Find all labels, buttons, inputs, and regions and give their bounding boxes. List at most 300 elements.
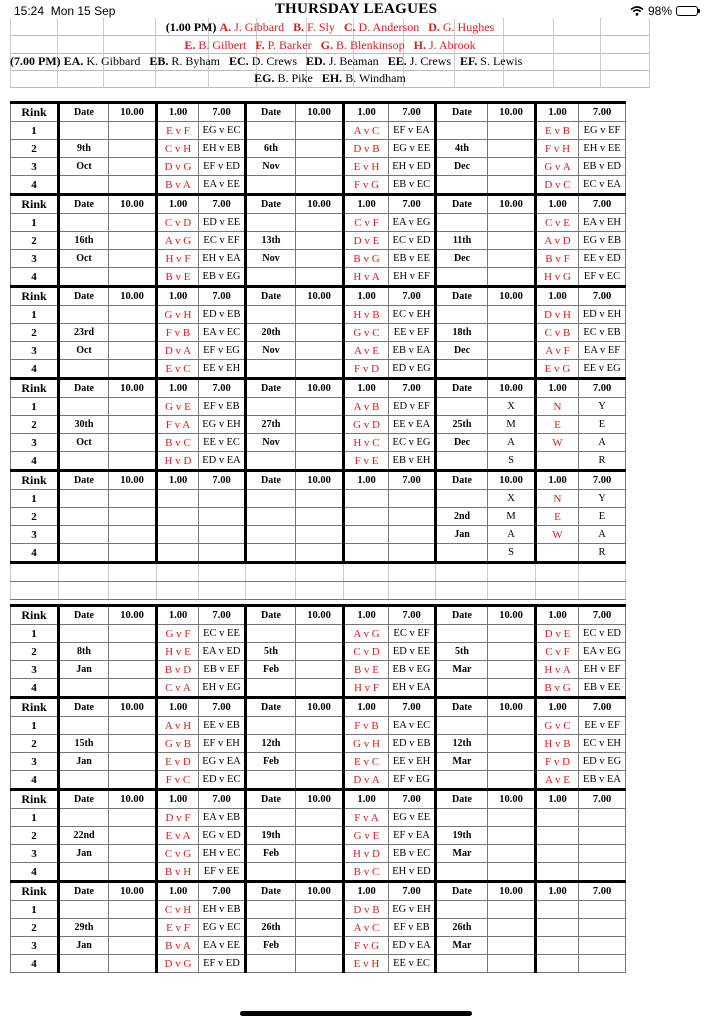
- time-header-1: 1.00: [536, 287, 579, 306]
- slot-1-pm-match: E v B: [536, 122, 579, 140]
- block-header-row: [11, 790, 626, 809]
- slot-1-pm-match: B v G: [344, 250, 389, 268]
- table-row: [11, 158, 626, 176]
- slot-10: [109, 214, 157, 232]
- time-header-7: 7.00: [579, 471, 626, 490]
- date-cell: Dec: [436, 250, 488, 268]
- slot-7-pm-match: EG v EE: [389, 140, 436, 158]
- slot-7-pm-match: Y: [579, 398, 626, 416]
- slot-7-pm-match: EF v EG: [389, 771, 436, 790]
- home-indicator[interactable]: [240, 1011, 472, 1016]
- slot-1-pm-match: C v B: [536, 324, 579, 342]
- date-cell: 23rd: [59, 324, 109, 342]
- slot-10: [296, 845, 344, 863]
- slot-7-pm-match: EF v EH: [199, 735, 246, 753]
- slot-1-pm-match: N: [536, 398, 579, 416]
- time-header-10: 10.00: [109, 103, 157, 122]
- slot-7-pm-match: EE v EF: [579, 717, 626, 735]
- date-cell: [59, 544, 109, 563]
- spacer-row: [11, 563, 626, 582]
- slot-7-pm-match: EB v EA: [389, 342, 436, 360]
- time-header-7: 7.00: [389, 195, 436, 214]
- table-row: [11, 232, 626, 250]
- table-row: [11, 398, 626, 416]
- slot-7-pm-match: EE v EC: [199, 434, 246, 452]
- date-header: Date: [246, 103, 296, 122]
- slot-7-pm-match: [199, 544, 246, 563]
- slot-1-pm-match: G v C: [536, 717, 579, 735]
- slot-1-pm-match: D v A: [344, 771, 389, 790]
- date-cell: 11th: [436, 232, 488, 250]
- legend-code: ED.: [306, 54, 326, 68]
- slot-7-pm-match: EC v EE: [199, 625, 246, 643]
- date-cell: [436, 306, 488, 324]
- slot-10: [488, 122, 536, 140]
- date-header: Date: [246, 379, 296, 398]
- time-header-1: 1.00: [536, 698, 579, 717]
- slot-10: [296, 232, 344, 250]
- rink-number: 3: [11, 434, 59, 452]
- legend-code: EC.: [229, 54, 249, 68]
- slot-7-pm-match: [579, 955, 626, 973]
- slot-7-pm-match: R: [579, 544, 626, 563]
- slot-7-pm-match: EH v EG: [199, 679, 246, 698]
- date-cell: 6th: [246, 140, 296, 158]
- slot-10: [488, 342, 536, 360]
- time-header-7: 7.00: [199, 606, 246, 625]
- date-header: Date: [246, 606, 296, 625]
- date-cell: 15th: [59, 735, 109, 753]
- slot-10: [109, 717, 157, 735]
- battery-percent: 98%: [647, 4, 672, 18]
- legend-pm7-row2: [10, 70, 650, 86]
- slot-7-pm-match: EA v EE: [199, 176, 246, 195]
- spacer-cell: [109, 563, 157, 582]
- date-cell: 22nd: [59, 827, 109, 845]
- time-header-10: 10.00: [296, 606, 344, 625]
- rink-number: 4: [11, 268, 59, 287]
- slot-10: [109, 937, 157, 955]
- slot-1-pm-match: G v E: [157, 398, 199, 416]
- slot-10: [296, 434, 344, 452]
- spacer-cell: [488, 582, 536, 600]
- legend-player: F. Sly: [307, 20, 335, 34]
- spacer-cell: [11, 563, 59, 582]
- slot-1-pm-match: C v H: [157, 901, 199, 919]
- slot-10: [296, 625, 344, 643]
- slot-10: [296, 122, 344, 140]
- date-cell: [246, 176, 296, 195]
- slot-7-pm-match: EA v EG: [579, 643, 626, 661]
- slot-1-pm-match: A v B: [344, 398, 389, 416]
- time-header-1: 1.00: [157, 882, 199, 901]
- time-header-1: 1.00: [536, 882, 579, 901]
- slot-1-pm-match: F v G: [344, 937, 389, 955]
- rink-number: 1: [11, 122, 59, 140]
- slot-7-pm-match: [199, 490, 246, 508]
- slot-7-pm-match: ED v EB: [389, 735, 436, 753]
- date-cell: 8th: [59, 643, 109, 661]
- slot-7-pm-match: EG v EH: [199, 416, 246, 434]
- slot-10: [488, 717, 536, 735]
- time-header-10: 10.00: [296, 287, 344, 306]
- legend-code: EG.: [254, 71, 275, 85]
- date-cell: [246, 544, 296, 563]
- slot-10: S: [488, 452, 536, 471]
- slot-1-pm-match: F v H: [536, 140, 579, 158]
- date-cell: [246, 717, 296, 735]
- slot-10: [296, 901, 344, 919]
- date-header: Date: [59, 882, 109, 901]
- legend-player: B. Blenkinsop: [335, 38, 405, 52]
- date-cell: Nov: [246, 250, 296, 268]
- slot-10: [109, 827, 157, 845]
- table-row: [11, 827, 626, 845]
- slot-1-pm-match: B v A: [157, 937, 199, 955]
- slot-1-pm-match: D v E: [344, 232, 389, 250]
- date-cell: [246, 268, 296, 287]
- slot-10: X: [488, 398, 536, 416]
- time-header-10: 10.00: [296, 379, 344, 398]
- slot-1-pm-match: B v G: [536, 679, 579, 698]
- slot-1-pm-match: E v F: [157, 122, 199, 140]
- slot-1-pm-match: A v G: [157, 232, 199, 250]
- time-header-7: 7.00: [579, 103, 626, 122]
- slot-7-pm-match: EA v EH: [579, 214, 626, 232]
- spacer-cell: [59, 563, 109, 582]
- time-header-1: 1.00: [536, 103, 579, 122]
- block-header-row: [11, 287, 626, 306]
- time-header-1: 1.00: [536, 790, 579, 809]
- date-cell: [59, 490, 109, 508]
- slot-1-pm-match: C v H: [157, 140, 199, 158]
- slot-7-pm-match: EB v EA: [579, 771, 626, 790]
- time-header-1: 1.00: [344, 195, 389, 214]
- date-cell: [246, 122, 296, 140]
- time-header-1: 1.00: [536, 379, 579, 398]
- time-header-1: 1.00: [157, 606, 199, 625]
- rink-number: 1: [11, 901, 59, 919]
- legend-code: H.: [413, 38, 426, 52]
- date-cell: [436, 863, 488, 882]
- date-header: Date: [246, 698, 296, 717]
- slot-10: [488, 735, 536, 753]
- slot-10: [488, 140, 536, 158]
- slot-1-pm-match: C v G: [157, 845, 199, 863]
- slot-10: [109, 508, 157, 526]
- slot-10: [296, 809, 344, 827]
- table-row: [11, 845, 626, 863]
- slot-1-pm-match: A v E: [344, 342, 389, 360]
- slot-1-pm-match: G v E: [344, 827, 389, 845]
- time-header-7: 7.00: [199, 379, 246, 398]
- slot-1-pm-match: D v H: [536, 306, 579, 324]
- slot-10: [296, 863, 344, 882]
- time-header-10: 10.00: [109, 379, 157, 398]
- legend-code: A.: [219, 20, 232, 34]
- spacer-cell: [344, 582, 389, 600]
- time-header-10: 10.00: [488, 882, 536, 901]
- slot-7-pm-match: EE v EH: [199, 360, 246, 379]
- block-header-row: [11, 103, 626, 122]
- slot-10: A: [488, 434, 536, 452]
- rink-number: 3: [11, 937, 59, 955]
- slot-1-pm-match: H v C: [344, 434, 389, 452]
- slot-1-pm-match: A v H: [157, 717, 199, 735]
- slot-10: [296, 490, 344, 508]
- slot-7-pm-match: E: [579, 416, 626, 434]
- slot-1-pm-match: D v A: [157, 342, 199, 360]
- date-cell: Feb: [246, 937, 296, 955]
- slot-1-pm-match: E v G: [536, 360, 579, 379]
- date-cell: [436, 398, 488, 416]
- slot-7-pm-match: EB v EE: [579, 679, 626, 698]
- slot-10: [109, 140, 157, 158]
- slot-1-pm-match: G v B: [157, 735, 199, 753]
- date-cell: [246, 526, 296, 544]
- slot-7-pm-match: EB v EG: [199, 268, 246, 287]
- legend-player: J. Beaman: [328, 54, 379, 68]
- slot-10: [488, 771, 536, 790]
- legend-code: EE.: [387, 54, 407, 68]
- slot-10: [296, 827, 344, 845]
- date-header: Date: [436, 790, 488, 809]
- legend-session-label: (1.00 PM): [165, 20, 217, 34]
- date-cell: 9th: [59, 140, 109, 158]
- spacer-cell: [536, 582, 579, 600]
- date-cell: [59, 771, 109, 790]
- spacer-cell: [579, 582, 626, 600]
- date-cell: [246, 452, 296, 471]
- slot-7-pm-match: EC v EF: [199, 232, 246, 250]
- slot-10: X: [488, 490, 536, 508]
- slot-10: [296, 416, 344, 434]
- slot-1-pm-match: [536, 809, 579, 827]
- slot-10: [296, 214, 344, 232]
- slot-1-pm-match: A v G: [344, 625, 389, 643]
- slot-1-pm-match: [536, 845, 579, 863]
- block-header-row: [11, 698, 626, 717]
- slot-10: [488, 679, 536, 698]
- slot-7-pm-match: EF v EA: [389, 122, 436, 140]
- slot-1-pm-match: E v A: [157, 827, 199, 845]
- slot-7-pm-match: EF v EA: [389, 827, 436, 845]
- slot-1-pm-match: [344, 526, 389, 544]
- legend-code: EF.: [460, 54, 478, 68]
- slot-7-pm-match: Y: [579, 490, 626, 508]
- table-row: [11, 771, 626, 790]
- time-header-10: 10.00: [109, 195, 157, 214]
- slot-7-pm-match: EG v ED: [199, 827, 246, 845]
- rink-number: 2: [11, 735, 59, 753]
- table-row: [11, 122, 626, 140]
- slot-1-pm-match: E: [536, 508, 579, 526]
- slot-10: [296, 735, 344, 753]
- rink-number: 1: [11, 214, 59, 232]
- slot-7-pm-match: EH v ED: [389, 158, 436, 176]
- slot-1-pm-match: D v B: [344, 901, 389, 919]
- slot-10: [296, 342, 344, 360]
- rink-number: 3: [11, 845, 59, 863]
- slot-1-pm-match: B v A: [157, 176, 199, 195]
- slot-1-pm-match: C v A: [157, 679, 199, 698]
- time-header-10: 10.00: [488, 287, 536, 306]
- rink-header: Rink: [11, 287, 59, 306]
- slot-10: [488, 809, 536, 827]
- slot-7-pm-match: [579, 809, 626, 827]
- date-header: Date: [59, 606, 109, 625]
- time-header-7: 7.00: [199, 287, 246, 306]
- slot-10: [296, 360, 344, 379]
- slot-1-pm-match: [157, 508, 199, 526]
- slot-1-pm-match: C v F: [536, 643, 579, 661]
- date-cell: [436, 176, 488, 195]
- spacer-cell: [296, 563, 344, 582]
- slot-1-pm-match: H v B: [344, 306, 389, 324]
- spacer-cell: [488, 563, 536, 582]
- slot-7-pm-match: EF v ED: [199, 955, 246, 973]
- slot-10: [109, 526, 157, 544]
- slot-10: [109, 232, 157, 250]
- slot-10: [488, 176, 536, 195]
- legend-pm7-row1: [10, 53, 650, 69]
- rink-number: 4: [11, 544, 59, 563]
- date-cell: [59, 214, 109, 232]
- date-header: Date: [436, 698, 488, 717]
- table-row: [11, 717, 626, 735]
- slot-1-pm-match: A v E: [536, 771, 579, 790]
- date-header: Date: [436, 103, 488, 122]
- spacer-cell: [157, 582, 199, 600]
- slot-1-pm-match: G v F: [157, 625, 199, 643]
- block-header-row: [11, 606, 626, 625]
- date-cell: [59, 955, 109, 973]
- date-cell: 26th: [436, 919, 488, 937]
- date-header: Date: [59, 195, 109, 214]
- slot-1-pm-match: [536, 937, 579, 955]
- slot-10: [488, 937, 536, 955]
- date-cell: [246, 360, 296, 379]
- spacer-cell: [59, 582, 109, 600]
- schedule-table-jan-mar: [10, 604, 626, 973]
- date-cell: Jan: [59, 937, 109, 955]
- slot-7-pm-match: EH v EA: [199, 250, 246, 268]
- table-row: [11, 735, 626, 753]
- rink-number: 1: [11, 625, 59, 643]
- date-cell: Feb: [246, 845, 296, 863]
- slot-7-pm-match: EE v ED: [579, 250, 626, 268]
- slot-7-pm-match: ED v EF: [389, 398, 436, 416]
- slot-7-pm-match: EB v EG: [389, 661, 436, 679]
- time-header-1: 1.00: [157, 471, 199, 490]
- rink-number: 4: [11, 360, 59, 379]
- slot-7-pm-match: EG v EC: [199, 919, 246, 937]
- legend-pm1-row2: [10, 37, 650, 53]
- slot-10: [296, 398, 344, 416]
- date-header: Date: [59, 698, 109, 717]
- time-header-10: 10.00: [488, 195, 536, 214]
- date-cell: [436, 771, 488, 790]
- slot-10: [296, 937, 344, 955]
- rink-number: 2: [11, 324, 59, 342]
- slot-10: [488, 661, 536, 679]
- legend-player: R. Byham: [171, 54, 221, 68]
- slot-10: [488, 919, 536, 937]
- slot-1-pm-match: [536, 901, 579, 919]
- table-row: [11, 416, 626, 434]
- rink-header: Rink: [11, 882, 59, 901]
- status-time: 15:24: [14, 4, 45, 18]
- slot-10: [296, 158, 344, 176]
- slot-7-pm-match: [579, 901, 626, 919]
- slot-1-pm-match: D v G: [157, 158, 199, 176]
- slot-7-pm-match: EH v EA: [389, 679, 436, 698]
- slot-10: [296, 508, 344, 526]
- slot-1-pm-match: E: [536, 416, 579, 434]
- table-row: [11, 679, 626, 698]
- date-cell: [59, 268, 109, 287]
- legend-player: K. Gibbard: [86, 54, 141, 68]
- slot-10: [109, 544, 157, 563]
- legend-player: J. Gibbard: [234, 20, 285, 34]
- date-cell: [59, 122, 109, 140]
- date-cell: [436, 625, 488, 643]
- slot-7-pm-match: EA v EC: [389, 717, 436, 735]
- time-header-7: 7.00: [199, 790, 246, 809]
- date-cell: [246, 625, 296, 643]
- slot-7-pm-match: EH v EC: [199, 845, 246, 863]
- rink-header: Rink: [11, 195, 59, 214]
- slot-10: [109, 416, 157, 434]
- slot-10: [109, 679, 157, 698]
- slot-10: [109, 643, 157, 661]
- slot-7-pm-match: EB v EC: [389, 845, 436, 863]
- slot-10: [488, 324, 536, 342]
- date-cell: [246, 955, 296, 973]
- slot-7-pm-match: EF v ED: [199, 158, 246, 176]
- date-cell: 4th: [436, 140, 488, 158]
- rink-number: 3: [11, 158, 59, 176]
- slot-1-pm-match: G v A: [536, 158, 579, 176]
- spacer-cell: [296, 582, 344, 600]
- page-title: THURSDAY LEAGUES: [274, 1, 438, 17]
- date-cell: 2nd: [436, 508, 488, 526]
- slot-10: [488, 214, 536, 232]
- rink-number: 2: [11, 416, 59, 434]
- slot-1-pm-match: [536, 827, 579, 845]
- slot-1-pm-match: [344, 508, 389, 526]
- date-cell: [59, 809, 109, 827]
- time-header-7: 7.00: [389, 471, 436, 490]
- date-cell: [59, 863, 109, 882]
- slot-7-pm-match: EH v EF: [579, 661, 626, 679]
- slot-7-pm-match: [579, 919, 626, 937]
- table-row: [11, 753, 626, 771]
- time-header-10: 10.00: [296, 195, 344, 214]
- slot-7-pm-match: ED v EA: [389, 937, 436, 955]
- date-cell: 29th: [59, 919, 109, 937]
- date-cell: [246, 306, 296, 324]
- slot-1-pm-match: D v G: [157, 955, 199, 973]
- slot-1-pm-match: E v C: [344, 753, 389, 771]
- table-row: [11, 625, 626, 643]
- date-cell: Mar: [436, 937, 488, 955]
- slot-7-pm-match: EA v EG: [389, 214, 436, 232]
- spacer-cell: [389, 563, 436, 582]
- date-header: Date: [59, 379, 109, 398]
- date-cell: [59, 508, 109, 526]
- legend-code: B.: [293, 20, 305, 34]
